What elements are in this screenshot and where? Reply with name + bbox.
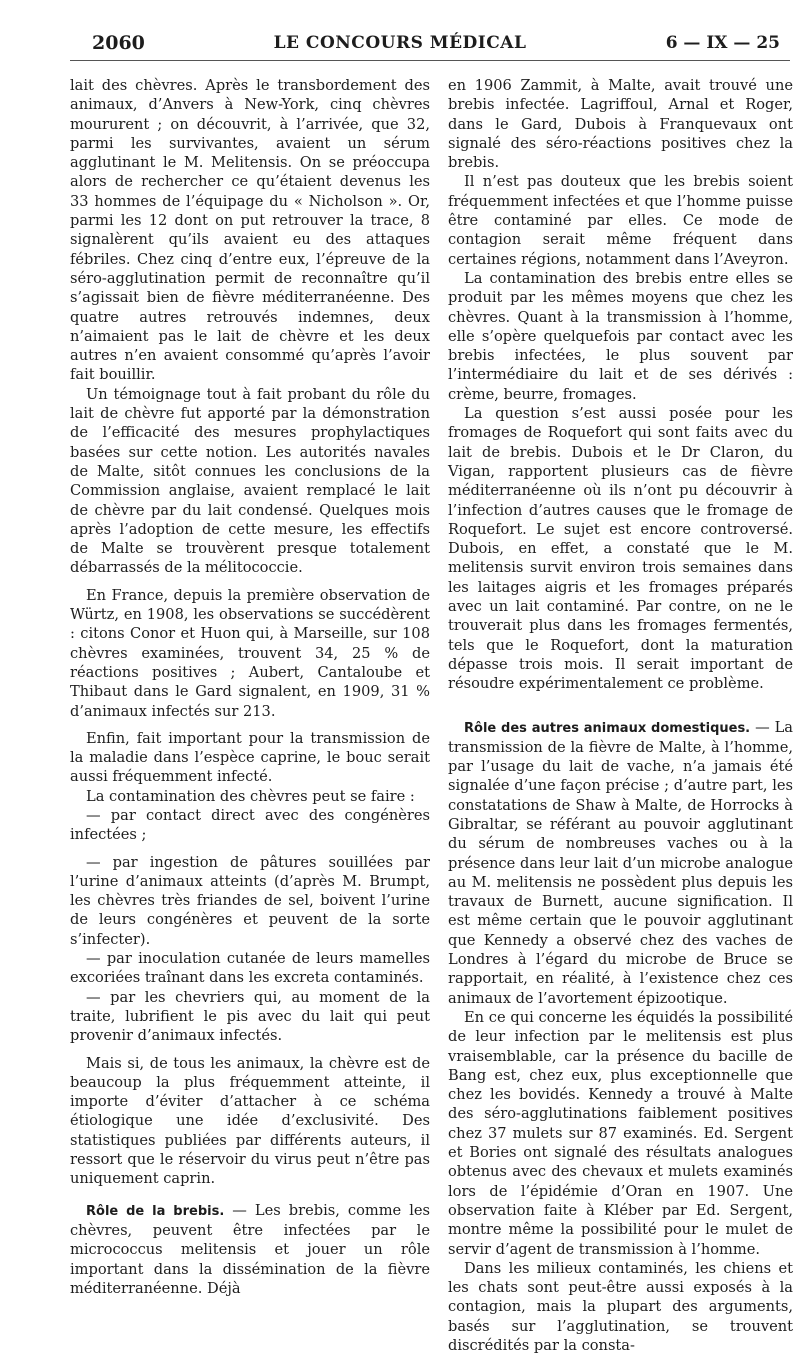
- paragraph: — par ingestion de pâtures souillées par l’urine d’animaux atteints (d’après M. Brumpt, les chèvres très friandes de sel, boivent l’urine de leurs congénères et peuvent de la sorte s’infecter).: [70, 853, 430, 948]
- paragraph: Un témoignage tout à fait probant du rôle du lait de chèvre fut apporté par la démonstration de l’efficacité des mesures prophylactiques basées sur cette notion. Les autorités navales de Malte, sitôt connues les conclusions de la Commission anglaise, avaient remplacé le lait de chèvre par du lait condensé. Quelques mois après l’adoption de cette mesure, les effectifs de Malte se trouvèrent presque totalement débarrassés de la mélitococcie.: [70, 385, 430, 577]
- header-rule: [70, 60, 790, 61]
- right-column: [448, 76, 793, 1355]
- paragraph: Dans les milieux contaminés, les chiens et les chats sont peut-être aussi exposés à la contagion, mais la plupart des arguments, basés sur l’agglutination, se trouvent discrédités par la consta-: [448, 1259, 793, 1354]
- page-number: 2060: [92, 32, 145, 54]
- section-title: Rôle de la brebis.: [86, 1203, 225, 1219]
- paragraph: Il n’est pas douteux que les brebis soient fréquemment infectées et que l’homme puisse être contaminé par elles. Ce mode de contagion serait même fréquent dans certaines régions, notamment dans l’Aveyron.: [448, 173, 793, 268]
- paragraph: en 1906 Zammit, à Malte, avait trouvé une brebis infectée. Lagriffoul, Arnal et Roger, dans le Gard, Dubois à Franquevaux ont signalé des séro-réactions positives chez la brebis.: [448, 77, 793, 172]
- paragraph: En France, depuis la première observation de Würtz, en 1908, les observations se succédèrent : citons Conor et Huon qui, à Marseille, sur 108 chèvres examinées, trouvent 34, 25 % de réactions positives ; Aubert, Cantaloube et Thibaut dans le Gard signalent, en 1909, 31 % d’animaux infectés sur 213.: [70, 586, 430, 720]
- paragraph: La contamination des chèvres peut se faire :: [86, 787, 415, 805]
- issue-date: 6 — IX — 25: [665, 33, 780, 53]
- left-column: [70, 76, 430, 1298]
- paragraph: La question s’est aussi posée pour les fromages de Roquefort qui sont faits avec du lait de brebis. Dubois et le Dr Claron, du Vigan, rapportent plusieurs cas de fièvre méditerranéenne où ils n’ont pu découvrir à l’infection d’autres causes que le fromage de Roquefort. Le sujet est encore controversé. Dubois, en effet, a constaté que le M. melitensis survit environ trois semaines dans les laitages aigris et les fromages préparés avec un lait contaminé. Par contre, on ne le trouverait plus dans les fromages fermentés, tels que le Roquefort, dont la maturation dépasse trois mois. Il serait important de résoudre expérimentalement ce problème.: [448, 405, 793, 693]
- paragraph: La contamination des brebis entre elles se produit par les mêmes moyens que chez les chèvres. Quant à la transmission à l’homme, elle s’opère quelquefois par contact avec les brebis infectées, le plus souvent par l’intermédiaire du lait et de ses dérivés : crème, beurre, fromages.: [448, 269, 793, 403]
- section-paragraph: [448, 718, 793, 1008]
- paragraph: — par les chevriers qui, au moment de la traite, lubrifient le pis avec du lait qui peut provenir d’animaux infectés.: [70, 988, 430, 1045]
- running-title: LE CONCOURS MÉDICAL: [273, 33, 527, 53]
- paragraph: lait des chèvres. Après le transbordement des animaux, d’Anvers à New-York, cinq chèvres moururent ; on découvrit, à l’arrivée, que 32, parmi les survivantes, avaient un sérum agglutinant le M. Melitensis. On se préoccupa alors de rechercher ce qu’étaient devenus les 33 hommes de l’équipage du « Nicholson ». Or, parmi les 12 dont on put retrouver la trace, 8 signalèrent qu’ils avaient eu des attaques fébriles. Chez cinq d’entre eux, l’épreuve de la séro-agglutination permit de reconnaître qu’il s’agissait bien de fièvre méditerranéenne. Des quatre autres retrouvés indemnes, deux n’aimaient pas le lait de chèvre et les deux autres n’en avaient consommé qu’après l’avoir fait bouillir.: [70, 77, 430, 384]
- paragraph: — par inoculation cutanée de leurs mamelles excoriées traînant dans les excreta contaminés.: [70, 950, 430, 987]
- section-text: — La transmission de la fièvre de Malte, à l’homme, par l’usage du lait de vache, n’a jamais été signalée d’une façon précise ; d’autre part, les constatations de Shaw à Malte, de Horrocks à Gibraltar, se référant au pouvoir agglutinant du sérum de nombreuses vaches ou à la présence dans leur lait d’un microbe analogue au M. melitensis ne possèdent plus depuis les travaux de Burnett, aucune signification. Il est même certain que le pouvoir agglutinant que Kennedy a observé chez des vaches de Londres à l’égard du microbe de Bruce se rapportait, en réalité, à l’existence chez ces animaux de l’avortement épizootique.: [448, 718, 794, 1007]
- paragraph: — par contact direct avec des congénères infectées ;: [70, 806, 430, 844]
- section-title: Rôle des autres animaux domestiques.: [464, 720, 751, 736]
- paragraph: En ce qui concerne les équidés la possibilité de leur infection par le melitensis est plus vraisemblable, car la présence du bacille de Bang est, chez eux, plus exceptionnelle que chez les bovidés. Kennedy a trouvé à Malte des séro-agglutinations faiblement positives chez 37 mulets sur 87 examinés. Ed. Sergent et Bories ont signalé des résultats analogues obtenus avec des chevaux et mulets examinés lors de l’épidémie d’Oran en 1907. Une observation faite à Kléber par Ed. Sergent, montre même la possibilité pour le mulet de servir d’agent de transmission à l’homme.: [448, 1008, 793, 1258]
- section-text: — Les brebis, comme les chèvres, peuvent être infectées par le micrococcus melitensis et jouer un rôle important dans la dissémination de la fièvre méditerranéenne. Déjà: [70, 1201, 430, 1297]
- section-paragraph: [70, 1201, 430, 1298]
- page-header: [0, 22, 800, 62]
- paragraph: Mais si, de tous les animaux, la chèvre est de beaucoup la plus fréquemment atteinte, il importe d’éviter d’attacher à ce schéma étiologique une idée d’exclusivité. Des statistiques publiées par différents auteurs, il ressort que le réservoir du virus peut n’être pas uniquement caprin.: [70, 1054, 430, 1188]
- paragraph: Enfin, fait important pour la transmission de la maladie dans l’espèce caprine, le bouc serait aussi fréquemment infecté.: [70, 729, 430, 786]
